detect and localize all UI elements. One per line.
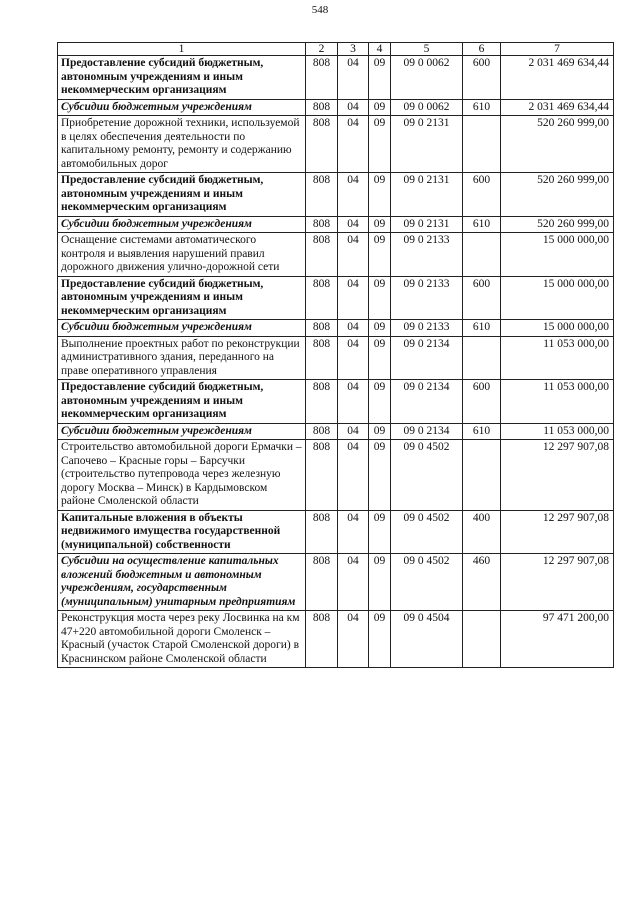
code-cell: 09 [369,173,391,217]
row-name: Выполнение проектных работ по реконструкции административного здания, переданного на праве оперативного управления [58,336,306,380]
code-cell: 808 [306,99,338,116]
table-row [58,233,614,277]
code-cell: 09 0 2131 [391,173,463,217]
column-header: 2 [306,43,338,56]
table-row [58,380,614,424]
code-cell: 600 [463,173,501,217]
code-cell: 04 [338,440,369,511]
code-cell: 09 0 2131 [391,216,463,233]
code-cell: 808 [306,380,338,424]
row-name: Предоставление субсидий бюджетным, автономным учреждениям и иным некоммерческим организациям [58,56,306,100]
table-row [58,173,614,217]
table-row [58,216,614,233]
code-cell: 808 [306,116,338,173]
row-name: Предоставление субсидий бюджетным, автономным учреждениям и иным некоммерческим организациям [58,276,306,320]
row-name: Субсидии бюджетным учреждениям [58,99,306,116]
code-cell: 808 [306,233,338,277]
code-cell: 04 [338,173,369,217]
amount-cell: 15 000 000,00 [501,320,614,337]
amount-cell: 12 297 907,08 [501,510,614,554]
table-row [58,320,614,337]
code-cell: 09 0 2133 [391,276,463,320]
code-cell: 09 0 2134 [391,423,463,440]
column-header: 5 [391,43,463,56]
code-cell: 09 0 4504 [391,611,463,668]
row-name: Оснащение системами автоматического контроля и выявления нарушений правил дорожного движения улично-дорожной сети [58,233,306,277]
code-cell: 09 [369,423,391,440]
amount-cell: 15 000 000,00 [501,276,614,320]
row-name: Строительство автомобильной дороги Ермачки – Сапочево – Красные горы – Барсучки (строительство путепровода через железную дорогу Москва – Минск) в Кардымовском районе Смоленской области [58,440,306,511]
amount-cell: 12 297 907,08 [501,440,614,511]
row-name: Субсидии на осуществление капитальных вложений бюджетным и автономным учреждениям, государственным (муниципальным) унитарным предприятиям [58,554,306,611]
code-cell: 09 [369,320,391,337]
code-cell: 09 0 4502 [391,440,463,511]
code-cell: 04 [338,611,369,668]
table-row [58,611,614,668]
code-cell: 09 [369,440,391,511]
code-cell: 808 [306,440,338,511]
code-cell: 400 [463,510,501,554]
code-cell: 808 [306,216,338,233]
code-cell: 600 [463,276,501,320]
row-name: Субсидии бюджетным учреждениям [58,216,306,233]
code-cell: 600 [463,56,501,100]
row-name: Реконструкция моста через реку Лосвинка на км 47+220 автомобильной дороги Смоленск – Красный (участок Старой Смоленской дороги) в Краснинском районе Смоленской области [58,611,306,668]
row-name: Предоставление субсидий бюджетным, автономным учреждениям и иным некоммерческим организациям [58,173,306,217]
column-header: 3 [338,43,369,56]
code-cell: 808 [306,423,338,440]
code-cell: 09 [369,611,391,668]
code-cell: 808 [306,320,338,337]
table-row [58,440,614,511]
page-number: 548 [311,4,329,16]
code-cell: 04 [338,99,369,116]
table-row [58,56,614,100]
table-row [58,116,614,173]
code-cell: 09 [369,233,391,277]
code-cell: 09 [369,99,391,116]
amount-cell: 520 260 999,00 [501,216,614,233]
row-name: Предоставление субсидий бюджетным, автономным учреждениям и иным некоммерческим организациям [58,380,306,424]
code-cell: 808 [306,336,338,380]
code-cell: 610 [463,320,501,337]
table-row [58,510,614,554]
budget-table [57,42,614,668]
code-cell: 09 0 2131 [391,116,463,173]
code-cell: 808 [306,276,338,320]
amount-cell: 15 000 000,00 [501,233,614,277]
code-cell: 808 [306,173,338,217]
row-name: Приобретение дорожной техники, используемой в целях обеспечения деятельности по капитальному ремонту, ремонту и содержанию автомобильных дорог [58,116,306,173]
code-cell: 04 [338,320,369,337]
code-cell [463,336,501,380]
code-cell: 460 [463,554,501,611]
code-cell: 09 [369,336,391,380]
amount-cell: 2 031 469 634,44 [501,56,614,100]
code-cell: 09 [369,380,391,424]
code-cell: 04 [338,56,369,100]
code-cell: 09 0 4502 [391,510,463,554]
amount-cell: 2 031 469 634,44 [501,99,614,116]
code-cell: 600 [463,380,501,424]
code-cell: 610 [463,423,501,440]
code-cell: 09 [369,554,391,611]
code-cell: 808 [306,56,338,100]
table-row [58,276,614,320]
code-cell: 04 [338,116,369,173]
code-cell: 04 [338,554,369,611]
code-cell [463,440,501,511]
code-cell [463,116,501,173]
code-cell: 09 [369,276,391,320]
code-cell: 808 [306,554,338,611]
table-row [58,554,614,611]
table-row [58,336,614,380]
column-header: 4 [369,43,391,56]
code-cell: 09 [369,216,391,233]
code-cell: 09 [369,116,391,173]
code-cell: 09 0 2133 [391,233,463,277]
code-cell: 09 0 2134 [391,380,463,424]
code-cell: 09 [369,510,391,554]
column-header: 1 [58,43,306,56]
amount-cell: 11 053 000,00 [501,380,614,424]
amount-cell: 11 053 000,00 [501,423,614,440]
table-row [58,423,614,440]
amount-cell: 520 260 999,00 [501,116,614,173]
table-row [58,99,614,116]
code-cell: 09 0 0062 [391,99,463,116]
code-cell: 04 [338,380,369,424]
code-cell: 09 0 2134 [391,336,463,380]
code-cell: 04 [338,336,369,380]
amount-cell: 97 471 200,00 [501,611,614,668]
code-cell: 04 [338,423,369,440]
code-cell: 09 0 2133 [391,320,463,337]
header-row [58,43,614,56]
row-name: Капитальные вложения в объекты недвижимого имущества государственной (муниципальной) собственности [58,510,306,554]
code-cell: 610 [463,216,501,233]
amount-cell: 520 260 999,00 [501,173,614,217]
code-cell [463,233,501,277]
code-cell: 04 [338,216,369,233]
code-cell: 09 0 0062 [391,56,463,100]
row-name: Субсидии бюджетным учреждениям [58,320,306,337]
code-cell: 808 [306,611,338,668]
code-cell: 610 [463,99,501,116]
code-cell: 04 [338,276,369,320]
code-cell: 09 [369,56,391,100]
row-name: Субсидии бюджетным учреждениям [58,423,306,440]
amount-cell: 12 297 907,08 [501,554,614,611]
column-header: 7 [501,43,614,56]
code-cell: 808 [306,510,338,554]
code-cell: 04 [338,233,369,277]
amount-cell: 11 053 000,00 [501,336,614,380]
column-header: 6 [463,43,501,56]
code-cell: 04 [338,510,369,554]
code-cell: 09 0 4502 [391,554,463,611]
code-cell [463,611,501,668]
